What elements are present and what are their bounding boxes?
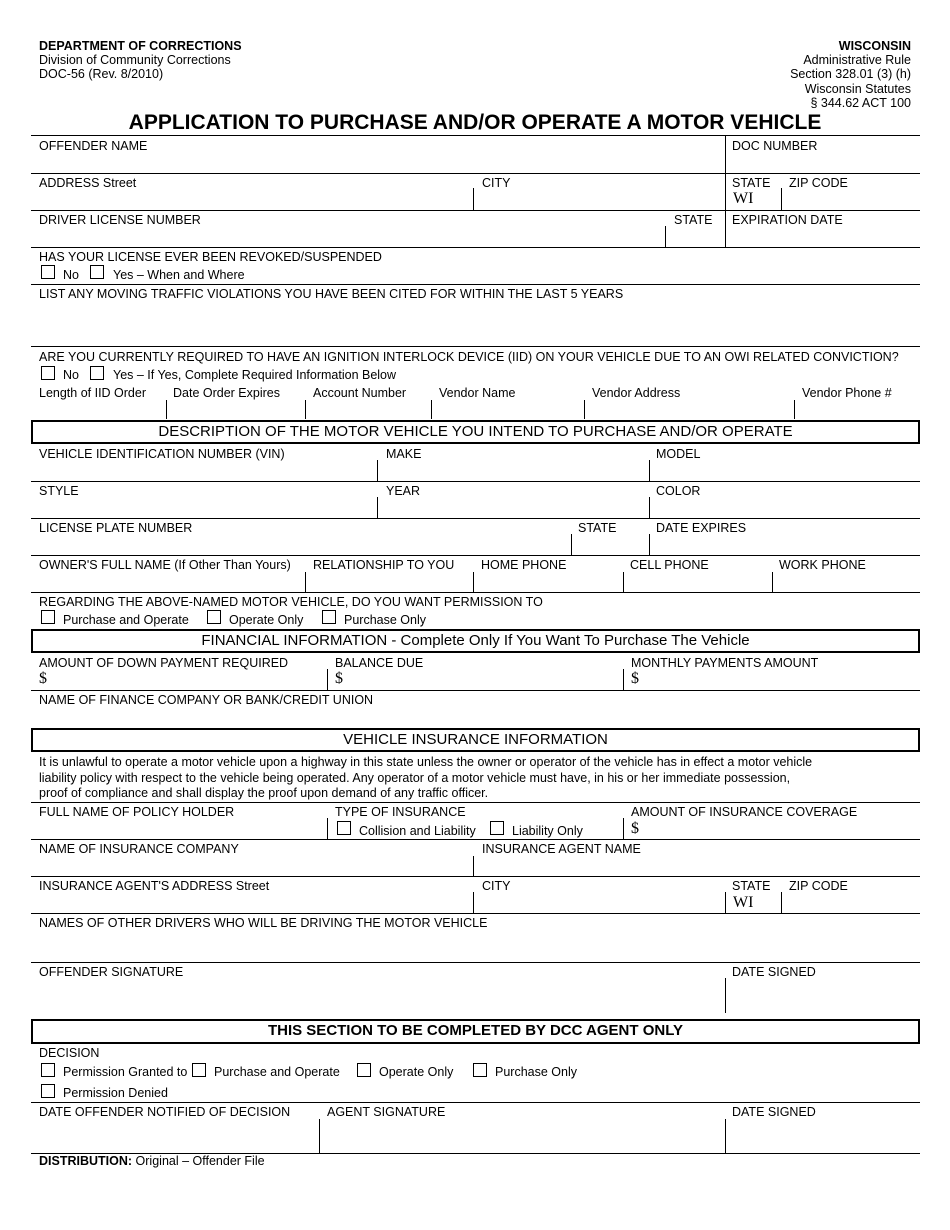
- home-phone-field[interactable]: [475, 573, 621, 592]
- insurance-notice-line-1: It is unlawful to operate a motor vehicle upon a highway in this state unless the owner or operator of the vehicle has in effect a motor vehicle: [39, 755, 813, 769]
- agent-zip-field[interactable]: [783, 894, 919, 913]
- driver-license-field[interactable]: [33, 227, 663, 247]
- down-payment-label: AMOUNT OF DOWN PAYMENT REQUIRED: [39, 656, 289, 670]
- balance-due-field[interactable]: [348, 670, 620, 690]
- date-expires-field[interactable]: [651, 535, 919, 555]
- offender-name-label: OFFENDER NAME: [39, 139, 148, 153]
- purchase-only-label: Purchase Only: [344, 613, 426, 627]
- revoked-yes-label: Yes – When and Where: [113, 268, 245, 282]
- divider: [327, 669, 328, 690]
- agent-purchase-operate-label: Purchase and Operate: [214, 1065, 340, 1079]
- revoked-no-label: No: [63, 268, 79, 282]
- agent-date-signed-field[interactable]: [727, 1120, 919, 1152]
- expiration-date-label: EXPIRATION DATE: [732, 213, 843, 227]
- doc-number-field[interactable]: [727, 152, 919, 172]
- offender-signature-label: OFFENDER SIGNATURE: [39, 965, 184, 979]
- agent-operate-only-checkbox[interactable]: [357, 1063, 371, 1077]
- statute-act: § 344.62 ACT 100: [810, 96, 911, 110]
- offender-date-signed-label: DATE SIGNED: [732, 965, 816, 979]
- make-label: MAKE: [386, 447, 422, 461]
- rule-line: [31, 592, 920, 593]
- monthly-payment-currency: $: [631, 670, 639, 687]
- make-field[interactable]: [379, 461, 647, 481]
- monthly-payment-field[interactable]: [644, 670, 919, 690]
- divider: [781, 188, 782, 210]
- collision-liability-label: Collision and Liability: [359, 824, 476, 838]
- rule-line: [31, 690, 920, 691]
- rule-line: [31, 555, 920, 556]
- rule-line: [31, 913, 920, 914]
- divider: [327, 818, 328, 839]
- operate-only-checkbox[interactable]: [207, 610, 221, 624]
- iid-yes-label: Yes – If Yes, Complete Required Information Below: [113, 368, 397, 382]
- style-field[interactable]: [33, 498, 375, 518]
- agent-purchase-only-label: Purchase Only: [495, 1065, 577, 1079]
- expiration-date-field[interactable]: [727, 227, 919, 247]
- rule-line: [31, 518, 920, 519]
- divider: [623, 818, 624, 839]
- agent-name-field[interactable]: [475, 857, 919, 876]
- relationship-label: RELATIONSHIP TO YOU: [313, 558, 455, 572]
- divider: [473, 892, 474, 913]
- divider: [305, 572, 306, 592]
- date-notified-field[interactable]: [33, 1120, 317, 1152]
- agent-operate-only-label: Operate Only: [379, 1065, 454, 1079]
- operate-only-label: Operate Only: [229, 613, 304, 627]
- rule-section: Section 328.01 (3) (h): [790, 67, 911, 81]
- rule-line: [31, 481, 920, 482]
- agent-city-field[interactable]: [475, 894, 723, 913]
- decision-label: DECISION: [39, 1046, 100, 1060]
- vehicle-section-heading: DESCRIPTION OF THE MOTOR VEHICLE YOU INTEND TO PURCHASE AND/OR OPERATE: [31, 420, 920, 444]
- plate-state-field[interactable]: [573, 535, 647, 555]
- insurance-company-field[interactable]: [33, 857, 471, 876]
- page-title: APPLICATION TO PURCHASE AND/OR OPERATE A MOTOR VEHICLE: [128, 111, 822, 134]
- year-field[interactable]: [379, 498, 647, 518]
- divider: [665, 226, 666, 247]
- coverage-currency: $: [631, 820, 639, 837]
- rule-line: [31, 284, 920, 285]
- divider: [649, 460, 650, 481]
- owner-label: OWNER'S FULL NAME (If Other Than Yours): [39, 558, 291, 572]
- agent-state-label: STATE: [732, 879, 771, 893]
- divider: [377, 497, 378, 518]
- home-phone-label: HOME PHONE: [481, 558, 567, 572]
- monthly-payment-label: MONTHLY PAYMENTS AMOUNT: [631, 656, 819, 670]
- permission-granted-label: Permission Granted to: [63, 1065, 188, 1079]
- iid-details-row[interactable]: [33, 401, 919, 419]
- date-notified-label: DATE OFFENDER NOTIFIED OF DECISION: [39, 1105, 291, 1119]
- purchase-only-checkbox[interactable]: [322, 610, 336, 624]
- down-payment-currency: $: [39, 670, 47, 687]
- down-payment-field[interactable]: [52, 670, 326, 690]
- violations-label: LIST ANY MOVING TRAFFIC VIOLATIONS YOU HAVE BEEN CITED FOR WITHIN THE LAST 5 YEARS: [39, 287, 624, 301]
- agent-purchase-operate-checkbox[interactable]: [192, 1063, 206, 1077]
- doc-number-label: DOC NUMBER: [732, 139, 818, 153]
- year-label: YEAR: [386, 484, 421, 498]
- rule-line: [31, 135, 920, 136]
- owner-field[interactable]: [33, 573, 303, 592]
- finance-company-label: NAME OF FINANCE COMPANY OR BANK/CREDIT UNION: [39, 693, 374, 707]
- rule-line: [31, 802, 920, 803]
- rule-line: [31, 962, 920, 963]
- purchase-operate-label: Purchase and Operate: [63, 613, 189, 627]
- iid-no-label: No: [63, 368, 79, 382]
- liability-only-checkbox[interactable]: [490, 821, 504, 835]
- distribution-value: Original – Offender File: [135, 1154, 265, 1168]
- offender-date-signed-field[interactable]: [727, 980, 919, 1012]
- department-name: DEPARTMENT OF CORRECTIONS: [39, 39, 242, 53]
- style-label: STYLE: [39, 484, 79, 498]
- divider: [772, 572, 773, 592]
- rule-line: [31, 876, 920, 877]
- vin-label: VEHICLE IDENTIFICATION NUMBER (VIN): [39, 447, 285, 461]
- administrative-rule: Administrative Rule: [803, 53, 911, 67]
- insurance-notice-line-2: liability policy with respect to the vehicle being operated. Any operator of a motor vehicle must have, in his or her immediate possession,: [39, 770, 791, 785]
- divider: [725, 1119, 726, 1153]
- divider: [473, 856, 474, 876]
- state-value: WI: [733, 190, 754, 207]
- iid-question: ARE YOU CURRENTLY REQUIRED TO HAVE AN IGNITION INTERLOCK DEVICE (IID) ON YOUR VEHICLE DUE TO AN OWI RELATED CONVICTION?: [39, 350, 899, 364]
- iid-col-vendor-address: Vendor Address: [592, 386, 681, 400]
- city-field[interactable]: [475, 190, 723, 210]
- purchase-operate-checkbox[interactable]: [41, 610, 55, 624]
- permission-denied-checkbox[interactable]: [41, 1084, 55, 1098]
- iid-no-checkbox[interactable]: [41, 366, 55, 380]
- divider: [623, 669, 624, 690]
- iid-col-account: Account Number: [313, 386, 407, 400]
- agent-section-heading: THIS SECTION TO BE COMPLETED BY DCC AGENT ONLY: [31, 1019, 920, 1044]
- relationship-field[interactable]: [307, 573, 471, 592]
- insurance-section-heading: VEHICLE INSURANCE INFORMATION: [31, 728, 920, 752]
- plate-state-label: STATE: [578, 521, 617, 535]
- agent-signature-label: AGENT SIGNATURE: [327, 1105, 446, 1119]
- plate-field[interactable]: [33, 535, 569, 555]
- cell-phone-field[interactable]: [625, 573, 770, 592]
- other-drivers-label: NAMES OF OTHER DRIVERS WHO WILL BE DRIVING THE MOTOR VEHICLE: [39, 916, 488, 930]
- agent-name-label: INSURANCE AGENT NAME: [482, 842, 641, 856]
- rule-line: [31, 210, 920, 211]
- revoked-yes-checkbox[interactable]: [90, 265, 104, 279]
- division-name: Division of Community Corrections: [39, 53, 231, 67]
- balance-due-currency: $: [335, 670, 343, 687]
- insurance-notice: [39, 755, 919, 802]
- divider: [377, 460, 378, 481]
- divider: [725, 173, 726, 210]
- vin-field[interactable]: [33, 461, 375, 481]
- state-name: WISCONSIN: [838, 39, 911, 53]
- agent-purchase-only-checkbox[interactable]: [473, 1063, 487, 1077]
- finance-company-field[interactable]: [33, 708, 919, 726]
- revoked-question: HAS YOUR LICENSE EVER BEEN REVOKED/SUSPENDED: [39, 250, 382, 264]
- city-label: CITY: [482, 176, 511, 190]
- rule-line: [31, 839, 920, 840]
- cell-phone-label: CELL PHONE: [630, 558, 709, 572]
- distribution: [39, 1154, 265, 1168]
- address-label: ADDRESS Street: [39, 176, 137, 190]
- distribution-label: DISTRIBUTION:: [39, 1154, 133, 1168]
- permission-denied-label: Permission Denied: [63, 1086, 168, 1100]
- work-phone-field[interactable]: [774, 573, 919, 592]
- violations-field[interactable]: [33, 302, 919, 344]
- zip-field[interactable]: [783, 190, 919, 210]
- insurance-company-label: NAME OF INSURANCE COMPANY: [39, 842, 239, 856]
- iid-col-vendor-name: Vendor Name: [439, 386, 516, 400]
- iid-col-date-expires: Date Order Expires: [173, 386, 280, 400]
- color-label: COLOR: [656, 484, 701, 498]
- dl-state-label: STATE: [674, 213, 713, 227]
- divider: [649, 534, 650, 555]
- driver-license-label: DRIVER LICENSE NUMBER: [39, 213, 201, 227]
- agent-city-label: CITY: [482, 879, 511, 893]
- date-expires-label: DATE EXPIRES: [656, 521, 747, 535]
- insurance-notice-line-3: proof of compliance and shall display the proof upon demand of any traffic officer.: [39, 786, 489, 800]
- policy-holder-label: FULL NAME OF POLICY HOLDER: [39, 805, 235, 819]
- agent-state-value: WI: [733, 894, 754, 911]
- plate-label: LICENSE PLATE NUMBER: [39, 521, 193, 535]
- rule-line: [31, 247, 920, 248]
- insurance-type-label: TYPE OF INSURANCE: [335, 805, 466, 819]
- rule-line: [31, 1102, 920, 1103]
- color-field[interactable]: [651, 498, 919, 518]
- agent-zip-label: ZIP CODE: [789, 879, 848, 893]
- divider: [725, 135, 726, 173]
- divider: [725, 978, 726, 1013]
- financial-section-heading: FINANCIAL INFORMATION - Complete Only If You Want To Purchase The Vehicle: [31, 629, 920, 653]
- divider: [473, 188, 474, 210]
- balance-due-label: BALANCE DUE: [335, 656, 424, 670]
- form-id: DOC-56 (Rev. 8/2010): [39, 67, 164, 81]
- other-drivers-field[interactable]: [33, 931, 919, 961]
- agent-address-label: INSURANCE AGENT'S ADDRESS Street: [39, 879, 270, 893]
- iid-col-length: Length of IID Order: [39, 386, 147, 400]
- agent-date-signed-label: DATE SIGNED: [732, 1105, 816, 1119]
- offender-signature-field[interactable]: [33, 980, 723, 1012]
- model-field[interactable]: [651, 461, 919, 481]
- permission-granted-checkbox[interactable]: [41, 1063, 55, 1077]
- liability-only-label: Liability Only: [512, 824, 583, 838]
- model-label: MODEL: [656, 447, 701, 461]
- coverage-field[interactable]: [644, 820, 919, 839]
- address-field[interactable]: [33, 190, 471, 210]
- rule-line: [31, 173, 920, 174]
- policy-holder-field[interactable]: [33, 820, 325, 839]
- statutes: Wisconsin Statutes: [804, 82, 911, 96]
- revoked-no-checkbox[interactable]: [41, 265, 55, 279]
- collision-liability-checkbox[interactable]: [337, 821, 351, 835]
- divider: [319, 1119, 320, 1153]
- divider: [725, 210, 726, 247]
- zip-label: ZIP CODE: [789, 176, 848, 190]
- iid-yes-checkbox[interactable]: [90, 366, 104, 380]
- divider: [781, 892, 782, 913]
- offender-name-field[interactable]: [33, 152, 723, 172]
- permission-question: REGARDING THE ABOVE-NAMED MOTOR VEHICLE, DO YOU WANT PERMISSION TO: [39, 595, 543, 609]
- divider: [623, 572, 624, 592]
- divider: [649, 497, 650, 518]
- divider: [725, 892, 726, 913]
- divider: [571, 534, 572, 555]
- coverage-label: AMOUNT OF INSURANCE COVERAGE: [631, 805, 858, 819]
- work-phone-label: WORK PHONE: [779, 558, 866, 572]
- iid-col-vendor-phone: Vendor Phone #: [802, 386, 892, 400]
- divider: [473, 572, 474, 592]
- agent-address-field[interactable]: [33, 894, 471, 913]
- rule-line: [31, 346, 920, 347]
- state-label: STATE: [732, 176, 771, 190]
- agent-signature-field[interactable]: [321, 1120, 723, 1152]
